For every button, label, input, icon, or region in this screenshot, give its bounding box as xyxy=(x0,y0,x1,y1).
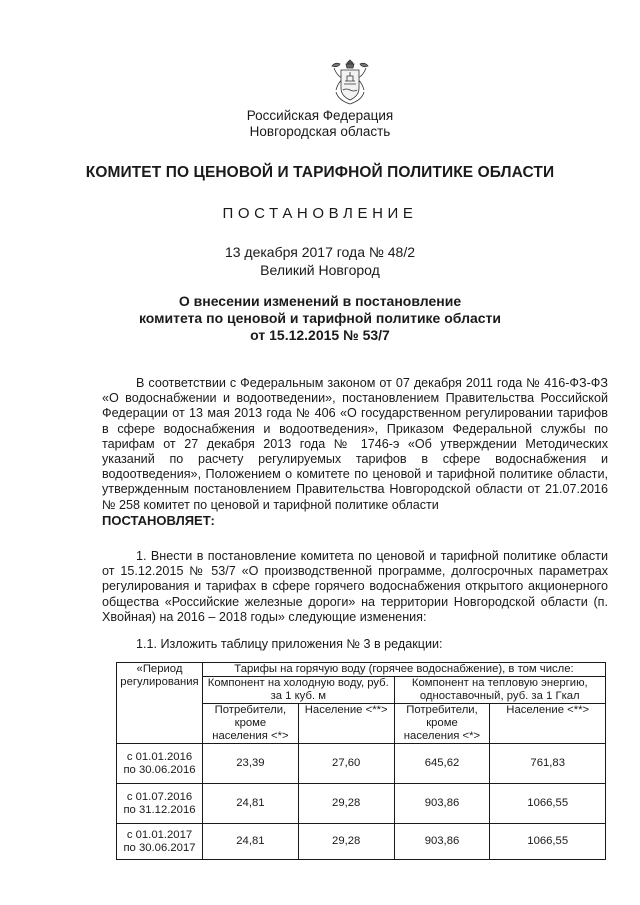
item-1-1-block xyxy=(102,637,608,652)
cold-consumers-header: Потребители, кроме населения <*> xyxy=(202,704,298,744)
item-1-block xyxy=(102,549,608,625)
preamble-block xyxy=(102,376,608,528)
city-name: Великий Новгород xyxy=(260,262,380,278)
heat-energy-header-cell: Компонент на тепловую энергию, одноставочный, руб. за 1 Гкал xyxy=(394,677,605,704)
table-row xyxy=(117,744,606,784)
committee-title: КОМИТЕТ ПО ЦЕНОВОЙ И ТАРИФНОЙ ПОЛИТИКЕ ОБЛАСТИ xyxy=(85,164,555,181)
table-row xyxy=(117,824,606,860)
cold-water-header-cell: Компонент на холодную воду, руб. за 1 куб. м xyxy=(202,677,394,704)
heat-consumers-header: Потребители, кроме населения <*> xyxy=(394,704,490,744)
subject-line-1: О внесении изменений в постановление xyxy=(178,293,462,309)
item-1-text: 1. Внести в постановление комитета по ценовой и тарифной политике области от 15.12.2015 № 53/7 «О производственной программе, долгосрочных параметрах регулирования и тарифах в сфере горячего водоснабжения открытого акционерного общества «Российские железные дороги» на территории Новгородской области (п. Хвойная) на 2016 – 2018 годы» следующие изменения: xyxy=(102,549,608,624)
region-name: Новгородская область xyxy=(249,124,391,139)
country-name: Российская Федерация xyxy=(246,108,394,123)
value-cell: 29,28 xyxy=(298,824,394,860)
value-cell: 645,62 xyxy=(394,744,490,784)
value-cell: 903,86 xyxy=(394,784,490,824)
value-cell: 1066,55 xyxy=(490,824,606,860)
period-cell: с 01.01.2017 по 30.06.2017 xyxy=(117,824,203,860)
period-cell: с 01.01.2016 по 30.06.2016 xyxy=(117,744,203,784)
item-1-1-text: 1.1. Изложить таблицу приложения № 3 в редакции: xyxy=(136,637,443,651)
value-cell: 24,81 xyxy=(202,824,298,860)
value-cell: 24,81 xyxy=(202,784,298,824)
document-type: ПОСТАНОВЛЕНИЕ xyxy=(222,205,418,222)
subject-line-2: комитета по ценовой и тарифной политике области xyxy=(138,310,502,326)
table-row xyxy=(117,784,606,824)
value-cell: 1066,55 xyxy=(490,784,606,824)
value-cell: 23,39 xyxy=(202,744,298,784)
tariffs-header-cell: Тарифы на горячую воду (горячее водоснабжение), в том числе: xyxy=(202,663,605,677)
value-cell: 29,28 xyxy=(298,784,394,824)
cold-population-header: Население <**> xyxy=(298,704,394,744)
period-header-cell: «Период регулирования xyxy=(117,663,203,744)
period-cell: с 01.07.2016 по 31.12.2016 xyxy=(117,784,203,824)
date-number: 13 декабря 2017 года № 48/2 xyxy=(224,244,416,260)
preamble-text: В соответствии с Федеральным законом от 07 декабря 2011 года № 416-ФЗ-ФЗ «О водоснабжении и водоотведении», постановлением Правительства Российской Федерации от 13 мая 2013 года № 406 «О государственном регулировании тарифов в сфере водоснабжения и водоотведения», Приказом Федеральной службы по тарифам от 27 декабря 2013 года № 1746-э «Об утверждении Методических указаний по расчету регулируемых тарифов в сфере водоснабжения и водоотведения», Положением о комитете по ценовой и тарифной политике области, утвержденным постановлением Правительства Новгородской области от 21.07.2016 № 258 комитет по ценовой и тарифной политике области xyxy=(102,376,608,512)
table-header-row xyxy=(117,663,606,677)
tariff-table xyxy=(116,662,606,860)
subject-line-3: от 15.12.2015 № 53/7 xyxy=(250,327,390,343)
value-cell: 903,86 xyxy=(394,824,490,860)
value-cell: 27,60 xyxy=(298,744,394,784)
value-cell: 761,83 xyxy=(490,744,606,784)
resolves-label: ПОСТАНОВЛЯЕТ: xyxy=(102,512,215,528)
coat-of-arms-emblem xyxy=(326,54,374,108)
heat-population-header: Население <**> xyxy=(490,704,606,744)
